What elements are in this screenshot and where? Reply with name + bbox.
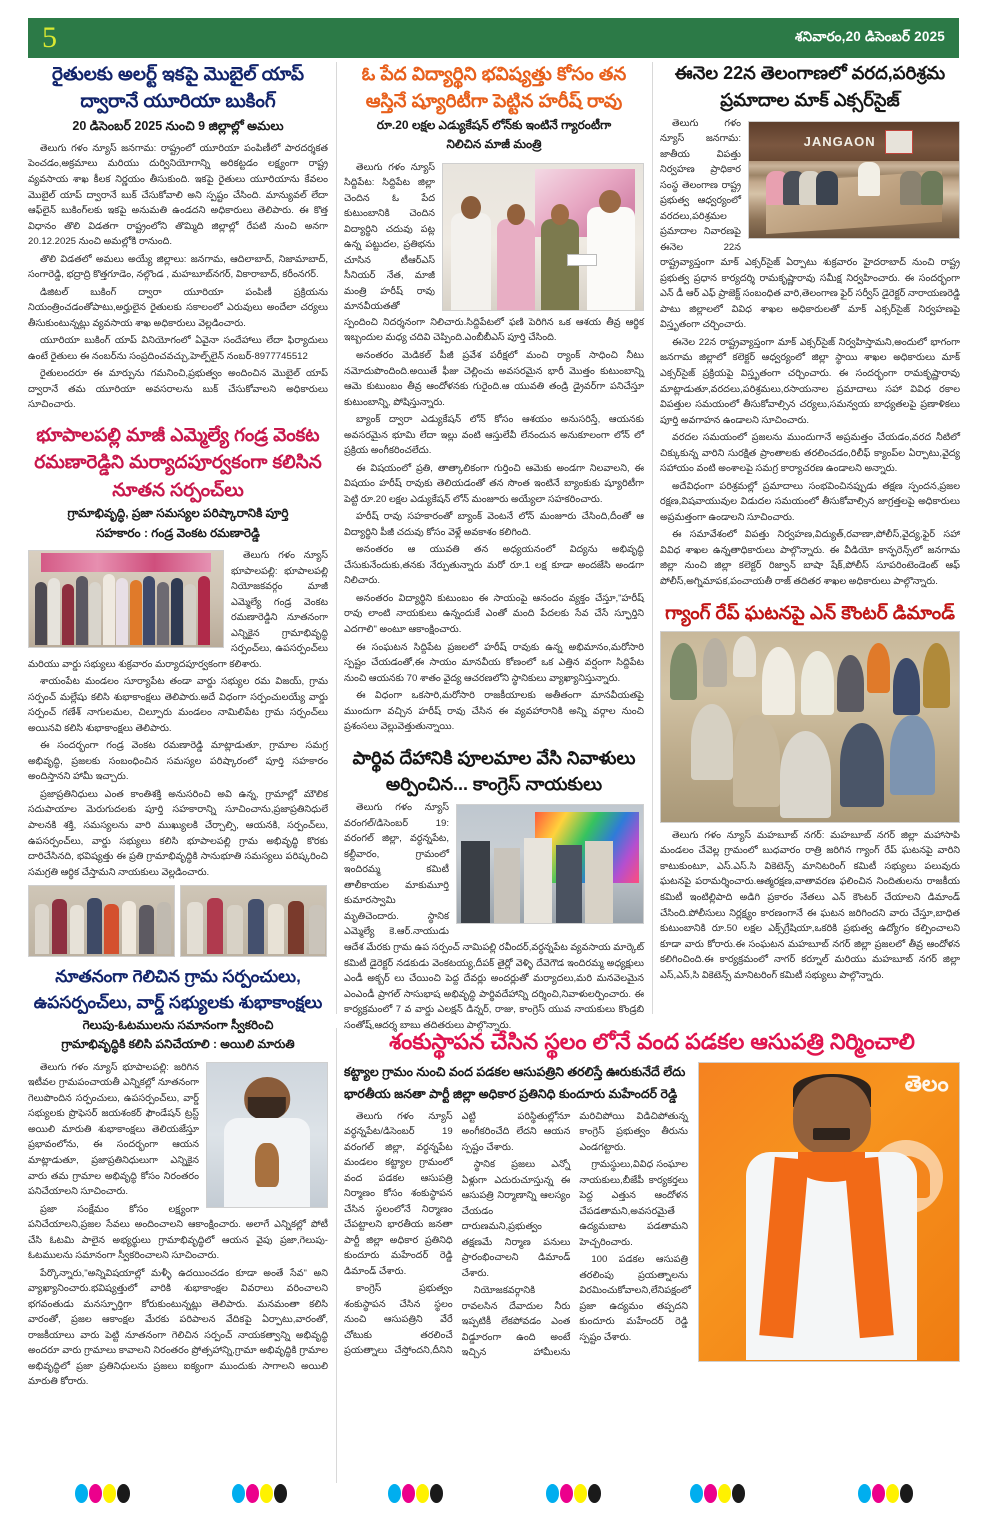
person	[762, 647, 795, 715]
subhead-urea: 20 డిసెంబర్ 2025 నుంచి 9 జిల్లాల్లో అమలు	[72, 118, 284, 133]
yellow-dot-icon	[718, 1484, 731, 1503]
person	[171, 578, 183, 645]
subhead-harish-line1: రూ.20 లక్షల ఎడ్యుకేషన్ లోన్‌కు ఇంటినే గ్యారంటీగా	[376, 117, 612, 132]
person-man-white-shirt	[451, 213, 491, 309]
column-rule-1	[336, 62, 337, 1014]
paragraph: తెలుగు గళం న్యూస్ జనగామ: రాష్ట్రంలో యూరియా పంపిణీలో పారదర్శకత పెంచడం,అక్రమాలు మరియు దుర్వినియోగాన్ని అరికట్టడం లక్ష్యంగా రాష్ట్ర వ్యవసాయ శాఖ కీలక నిర్ణయం తీసుకుంది. ఇకపై రైతులు యూరియాను కేవలం మొబైల్ యాప్ ద్వారానే బుక్ చేసుకోవాలి అని స్పష్టం చేసింది. మాన్యువల్ లేదా ఆఫ్‌లైన్ బుకింగ్‌లకు ఇకపై అనుమతి ఉండదని అధికారులు తెలిపారు. ఈ కొత్త విధానం తొలి విడతగా రాష్ట్రంలోని తొమ్మిది జిల్లాల్లో రేపటి నుంచి అనగా 20.12.2025 నుంచి అమల్లోకి రానుంది.	[28, 142, 328, 248]
person-harish-head	[599, 190, 621, 213]
person	[288, 901, 304, 954]
decor-banner	[41, 553, 212, 572]
paragraph: శాయంపేట మండలం సూర్యాపేట తండా వార్డు సభ్యుల రమ విజయ్, గ్రామ సర్పంచ్ మల్లేషు కలిసి శుభాకాంక్షలు తెలిపారు.అదే విధంగా సర్పంచులయ్యే వార్డు సర్పంచ్ గణేశ్ నాగులమల, చిల్పూరు మండలం నామిలిపేట గ్రామ సర్పంచ్‌లు అయినవి కలిసి శుభాకాంక్షలు తెలిపారు.	[28, 676, 328, 734]
person	[157, 902, 172, 954]
paragraph: తెలుగు గళం న్యూస్ సిద్దిపేట: సిద్దిపేట జిల్లా చెందిన ఓ పేద కుటుంబానికి చెందిన విద్యార్థిని చదువు పట్ల ఉన్న పట్టుదల, ప్రతిభను చూసిన టీఆర్ఎస్ సీనియర్ నేత, మాజీ మంత్రి హరీష్ రావు మానవీయతతో స్పందించి నిదర్శనంగా నిలిచారు.సిద్దిపేటలో ఫణి పెరిగిన ఒక ఆశయ తీవ్ర ఆర్థిక ఇబ్బందుల మధ్య చదివి చెప్పింది.ఎంబీబీఎస్ పూర్తి చేసింది.	[344, 161, 644, 344]
subhead-harish-line2: నిలిచిన మాజీ మంత్రి	[446, 137, 542, 152]
person	[780, 731, 831, 818]
body-encounter	[660, 828, 960, 983]
person	[116, 578, 128, 645]
person	[556, 845, 582, 923]
person	[52, 899, 67, 954]
person	[867, 643, 891, 692]
person	[89, 582, 101, 645]
headline-mla-line2: రమణారెడ్డిని మర్యాదపూర్వకంగా కలిసిన	[34, 451, 322, 473]
paragraph: అనంతరం విద్యార్థిని కుటుంబం ఈ సాయంపై ఆనందం వ్యక్తం చేస్తూ,"హరీష్ రావు లాంటి నాయకులు ఉన్నందుకే ఎంతో మంది పేదలకు సేవ చేసే స్ఫూర్తిని ఎదగాలి" అంటూ ఆకాంక్షించారు.	[344, 592, 644, 635]
person	[900, 171, 922, 205]
story-bhupalapally-mla	[28, 423, 328, 957]
headline-wishes-line2: ఉపసర్పంచ్‌లు, వార్డ్ సభ్యులకు శుభాకాంక్షలు	[33, 992, 323, 1012]
paragraph: బ్యాంక్ ద్వారా ఎడ్యుకేషన్ లోన్ కోసం ఆశయం అనుసరిస్తే, ఆయనకు అవసరమైన భూమి లేదా ఇల్లు వంటి ఆస్తులేవీ లేనందున అనుకూలంగా లోన్ లో ప్రక్రియ అంగీకరించలేదు.	[344, 414, 644, 457]
paragraph: తెలుగు గళం న్యూస్ మహబూబ్ నగర్: మహబూబ్ నగర్ జిల్లా మహాసాపి మండలం చేవెల్ల గ్రామంలో బుధవారం రాత్రి జరిగిన గ్యాంగ్ రేప్ ఘటనపై వారిని కాటుకుంటూ, ఎస్.ఎస్.సి వికెటెన్స్ మానిటరింగ్ కమిటీ సభ్యులు పలువురు ఘటనపై పరామర్శించారు.ఆత్మరక్షణ,వాతావరణ ఫలించిన నిందితులను రాజకీయ కమిటీ ఇంటిల్లిపాది అడిగి ప్రకారం నేతలు ఎన్ కౌంటర్ చేయాలని డిమాండ్ చేసింది.పోలీసులు నిర్లక్ష్యం కారణంగానే ఈ ఘటన జరిగిందని వారు చేస్తూ,బాధిత కుటుంబానికి రూ.50 లక్షల ఎక్స్‌గ్రేషియా,ఒకరికి ప్రభుత్వ ఉద్యోగం కల్పించాలని కూడా వారు కోరారు.ఈ సంఘటన మహబూబ్ నగర్ జిల్లా ప్రజలలో తీవ్ర ఆందోళన కలిగించింది.ఈ కార్యక్రమంలో నాగర్ కర్నూల్ మరియు మహబూబ్ నగర్ జిల్లా ఎస్,ఎస్,సి వికెటెన్స్ మానిటరింగ్ కమిటీ సభ్యులు పాల్గొన్నారు.	[660, 829, 960, 981]
person	[184, 584, 196, 645]
person	[35, 904, 50, 954]
person	[139, 905, 154, 954]
person	[122, 901, 137, 954]
paragraph: తెలుగు గళం న్యూస్ జనగామ: జాతీయ విపత్తు నిర్వహణ ప్రాధికార సంస్థ తెలంగాణ రాష్ట్ర ప్రభుత్వ ఆధ్వర్యంలో వరదలు,పరిశ్రమల ప్రమాదాల నివారణపై ఈనెల 22న రాష్ట్రవ్యాప్తంగా మాక్ ఎక్సర్‌సైజ్ ఏర్పాటు శుక్రవారం హైదరాబాద్ నుంచి రాష్ట్ర ప్రభుత్వ ప్రధాన కార్యదర్శి రామకృష్ణారావు సమీక్ష నిర్వహించారు. ఈ సందర్భంగా ఎన్ డీ ఆర్ ఎఫ్ ప్రాజెక్ట్ సంబంధిత వారి,తెలంగాణ ఫైర్ సర్వీస్ డైరెక్టర్ నారాయణరెడ్డి పాటు జిల్లాలలో వివిధ శాఖల అధికారులతో మాక్ ఎక్సర్‌సైజ్ నిర్వహణపై విస్తృతంగా చర్చించారు.	[660, 117, 960, 331]
body-feature	[344, 1109, 691, 1362]
person	[309, 905, 325, 954]
person-woman-pink-saree	[497, 219, 535, 310]
person	[670, 643, 697, 700]
page-number: 5	[42, 21, 57, 54]
person	[248, 899, 264, 954]
person-woman-head	[507, 204, 525, 224]
cmyk-group	[858, 1484, 913, 1503]
photo-sarpanch-group-meeting	[28, 550, 224, 648]
person	[207, 898, 223, 954]
magenta-dot-icon	[704, 1484, 717, 1503]
cyan-dot-icon	[690, 1484, 703, 1503]
headline-wishes-line1: నూతనంగా గెలిచిన గ్రామ సర్పంచులు,	[55, 967, 301, 987]
body-urea	[28, 141, 328, 413]
yellow-dot-icon	[886, 1484, 899, 1503]
magenta-dot-icon	[89, 1484, 102, 1503]
cmyk-group	[388, 1484, 443, 1503]
cmyk-group	[75, 1484, 130, 1503]
black-dot-icon	[117, 1484, 130, 1503]
feature-hospital-story	[344, 1028, 960, 1367]
paragraph: తెలుగు గళం న్యూస్ భూపాలపల్లి: భూపాలపల్లి నియోజకవర్గం మాజీ ఎమ్మెల్యే గండ్ర వెంకట రమణారెడ్డిని నూతనంగా ఎన్నికైన గ్రామాభివృద్ధి సర్పంచ్‌లు, ఉపసర్పంచ్‌లు మరియు వార్డు సభ్యులు శుక్రవారం మర్యాదపూర్వకంగా కలిశారు.	[28, 549, 328, 670]
paragraph: కాంగ్రెస్ ప్రభుత్వం శంకుస్థాపన చేసిన స్థలం నుంచి ఆసుపత్రిని వేరే చోటుకు తరలించే ప్రయత్నాలు చేస్తోందని,దీనిని ఎట్టి పరిస్థితుల్లోనూ అంగీకరించేది లేదని ఆయన స్పష్టం చేశారు.	[344, 1110, 571, 1357]
jangaon-sign-text: JANGAON	[803, 134, 876, 150]
paragraph: ప్రజాప్రతినిధులు ఎంత కాంతిశక్తి అనుసరించి అవి ఉన్న, గ్రామాల్లో మౌలిక సదుపాయాల మెరుగుదలకు పూర్తి సహకారాన్ని సూచించాను,ప్రజాప్రతినిధులే పాలనకి శక్తి, సమస్యలను వారి ముఖ్యులకి చేర్చాల్సి, ఆయనకి, సర్పంచ్‌లు, ఉపసర్పంచ్‌లు, వార్డు సభ్యులు కలిసి భూపాలపల్లి గ్రామ అభివృద్ధి కొరకు దారిచేసినది, భవిష్యత్తు ఈ ప్రతి గ్రామాభివృద్ధికి సానుభూతి సమస్యలు పరిష్కరించి సమగ్రతి ఆర్ధిక చేస్తామని నాయకులు వెల్లడించారు.	[28, 788, 328, 878]
person	[143, 576, 155, 645]
masthead-date: శనివారం,20 డిసెంబర్ 2025	[794, 28, 945, 44]
person-man-head	[461, 196, 481, 219]
headline-tribute-line2: అర్పించిన... కాంగ్రెస్ నాయకులు	[385, 774, 603, 795]
magenta-dot-icon	[560, 1484, 573, 1503]
person	[62, 584, 74, 645]
masthead-bar	[28, 18, 959, 58]
paragraph: రైతులందరూ ఈ మార్పును గమనించి,ప్రభుత్వం అందించిన మొబైల్ యాప్ ద్వారానే తమ యూరియా అవసరాలను బుక్ చేసుకోవాలని అధికారులు సూచించారు.	[28, 368, 328, 411]
paragraph: అదేవిధంగా పరిశ్రమల్లో ప్రమాదాలు సంభవించినప్పుడు తక్షణ స్పందన,ప్రజల రక్షణ,విషవాయువుల విడుదల సమయంలో తీసుకోవాల్సిన జాగ్రత్తలపై అధికారులు అప్రమత్తంగా ఉండాలని సూచించారు.	[660, 480, 960, 523]
black-dot-icon	[588, 1484, 601, 1503]
paragraph: ప్రజా సంక్షేమం కోసం లక్ష్యంగా పనిచేయాలని,ప్రజల సేవలు అందించాలని ఆకాంక్షించారు. అలాగే ఎన్నికల్లో పోటీ చేసి ఓటమి పాలైన అభ్యర్థులు గ్రామాభివృద్ధిలో ఆయన వైపు ప్రజా,గెలుపు-ఓటములను సమానంగా స్వీకరించాలని సూచించారు.	[28, 1203, 328, 1262]
headline-mock-line1: ఈనెల 22న తెలంగాణలో వరద,పరిశ్రమ	[674, 63, 946, 83]
paragraph: అనంతరం ఆ యువతి తన అధ్యయనంలో విద్యను అభివృద్ధి చేసుకునేందుకు,తనకు నేర్పుతున్నారు మరో రూ.1 లక్ష కూడా అందజేసి అండగా నిలిచారు.	[344, 544, 644, 587]
headline-mock-line2: ప్రమాదాల మాక్ ఎక్సర్‌సైజ్	[720, 89, 900, 110]
person-namaste-hands	[255, 1143, 279, 1186]
person	[816, 171, 838, 205]
headline-harish-line2: ఆస్తినే ష్యూరిటీగా పెట్టిన హరీష్ రావు	[365, 90, 623, 112]
cmyk-group	[690, 1484, 745, 1503]
paragraph: ఈ సందర్భంగా గండ్ర వెంకట రమణారెడ్డి మాట్లాడుతూ, గ్రామాల సమగ్ర అభివృద్ధి, ప్రజలకు సంబంధించిన సమస్యల పరిష్కారంలో పూర్తి సహకారం అందిస్తానని హామీ ఇచ్చారు.	[28, 740, 328, 783]
person	[268, 904, 284, 954]
person	[130, 580, 142, 645]
black-dot-icon	[430, 1484, 443, 1503]
headline-mla-line1: భూపాలపల్లి మాజీ ఎమ్మెల్యే గండ్ర వెంకట	[36, 423, 320, 445]
yellow-dot-icon	[416, 1484, 429, 1503]
story-gangrape-encounter-demand	[660, 601, 960, 983]
story-urea-app	[28, 62, 328, 413]
cmyk-group	[546, 1484, 601, 1503]
person	[733, 636, 757, 678]
telangana-banner-text: తెలం	[904, 1071, 949, 1097]
magenta-dot-icon	[246, 1484, 259, 1503]
person	[923, 643, 950, 708]
person	[524, 838, 552, 923]
cyan-dot-icon	[858, 1484, 871, 1503]
paragraph: ఈనెల 22న రాష్ట్రవ్యాప్తంగా మాక్ ఎక్సర్‌సైజ్ నిర్వహిస్తామని,అందులో భాగంగా జనగామ జిల్లాలో కలెక్టర్ ఆధ్వర్యంలో జిల్లా స్థాయి శాఖల అధికారులు మాక్ ఎక్సర్‌సైజ్ ప్రక్రియపై విస్తృతంగా చర్చించారు. ఈ సందర్భంగా రామకృష్ణారావు మాట్లాడుతూ,వరదలు,పరిశ్రమలు,రసాయనాల ప్రమాదాలు సహా వివిధ రకాల విపత్తుల సమయంలో తీసుకోవాల్సిన చర్యలు,సమన్వయ బాధ్యతలపై ప్రణాళికలు పూర్తి అవగాహన ఉండాలని సూచించారు.	[660, 336, 960, 426]
paragraph: తెలుగు గళం న్యూస్ వర్ధన్నపేట/డిసెంబర్ 19 వరంగల్ జిల్లా, వర్ధన్నపేట మండలం కట్ట్యాల గ్రామంలో వంద పడకల ఆసుపత్రి నిర్మాణం కోసం శంకుస్థాపన చేసిన స్థలంలోనే నిర్మాణం చేపట్టాలని భారతీయ జనతా పార్టీ జిల్లా అధికార ప్రతినిధి కుందూరు మహేందర్ రెడ్డి డిమాండ్ చేశారు.	[344, 1110, 453, 1277]
magenta-dot-icon	[402, 1484, 415, 1503]
paragraph: 100 పడకల ఆసుపత్రి తరలింపు ప్రయత్నాలను విరమించుకోవాలని,లేనిపక్షంలో ప్రజా ఉద్యమం తప్పదని కుందూరు మహేందర్ రెడ్డి స్పష్టం చేశారు.	[579, 1254, 691, 1343]
photo-ayili-maruthi-portrait	[206, 1062, 328, 1208]
photo-felicitation-left	[28, 885, 175, 957]
magenta-dot-icon	[872, 1484, 885, 1503]
headline-mla-line3: నూతన సర్పంచ్‌లు	[112, 478, 244, 500]
paragraph: తెలుగు గళం న్యూస్ భూపాలపల్లి: జరిగిన ఇటీవల గ్రామపంచాయతీ ఎన్నికల్లో నూతనంగా గెలుపొందిన సర్పంచులు, ఉపసర్పంచ్‌లు, వార్డ్ సభ్యులకు ప్రొఫెసర్ జయశంకర్ ఫౌండేషన్ ట్రస్ట్ అయిలి మారుతి శుభాకాంక్షలు తెలియజేస్తూ ప్రభావంలోను, ఈ సందర్భంగా ఆయన మాట్లాడుతూ, ప్రజాప్రతినిధులుగా ఎన్నికైన వారు తమ గ్రామాల అభివృద్ధి కోసం నిరంతరం పనిచేయాలని సూచించారు.	[28, 1061, 199, 1198]
person	[70, 905, 85, 954]
paragraph: అనంతరం మెడికల్ పీజీ ప్రవేశ పరీక్షలో మంచి ర్యాంక్ సాధించి నీటు నమోదుపొందింది.అయితే ఫీజు చెల్లించు అవసరమైన భారీ మొత్తం కుటుంబాన్ని ఆమె కుటుంబం తీవ్ర ఆందోళనకు గురైంది.ఆ యువతి తండ్రి డ్రైవర్‌గా పనిచేస్తూ కుటుంబాన్ని, పోషిస్తున్నారు.	[344, 349, 644, 408]
person	[840, 723, 885, 807]
paragraph: యూరియా బుకింగ్ యాప్ వినియోగంలో ఏవైనా సందేహాలు లేదా ఫిర్యాదులు ఉంటే రైతులు ఈ నంబర్‌ను సంప్రదించవచ్చు,హెల్ప్‌లైన్ నంబర్-8977745512	[28, 335, 328, 362]
story-new-sarpanch-wishes	[28, 966, 328, 1390]
headline-encounter: గ్యాంగ్ రేప్ ఘటనపై ఎన్ కౌంటర్ డిమాండ్	[665, 602, 955, 624]
paragraph: స్థానిక ప్రజలు ఎన్నో ఏళ్లుగా ఎదురుచూస్తున్న ఈ ఆసుపత్రి నిర్మాణాన్ని ఆలస్యం చేయడం దారుణమని,ప్రభుత్వం తక్షణమే నిర్మాణ పనులు ప్రారంభించాలని డిమాండ్ చేశారు.	[461, 1159, 571, 1279]
person	[691, 704, 733, 780]
photo-cheque-handover	[442, 163, 644, 311]
district-logo-icon	[885, 130, 913, 154]
person	[893, 658, 920, 715]
person	[35, 582, 47, 645]
person	[76, 576, 88, 645]
paragraph: పేర్కొన్నారు,"అన్నివిషయాల్లో మళ్ళీ ఉదయించడం కూడా అంతే సేవ" అని వ్యాఖ్యానించారు.భవిష్యత్తులో వారికి శుభాకాంక్షల వివరాలు వరించాలని భగవంతుడు మనస్ఫూర్తిగా కోరుకుంటున్నట్లు తెలిపారు. మనమంతా కలిసి వారంతో, ప్రజల ఆకాంక్షల మేరకు పరిపాలన వేదికపై ఏర్పాటు,వారంతో, రాజకీయాలు వారు పెట్టి నూతనంగా గెలిచిన సర్పంచ్ నాయకత్వాన్ని అభివృద్ధి అందరూ వారు గ్రామాలు కావాలని నిరంతరం ప్రోత్సహాన్ని,గ్రామా అభివృద్ధికి గ్రామాల అభివృద్ధిలో ప్రజా ప్రతినిధులను ప్రజలు ఐక్యంగా ముందుకు సాగాలని అయిలి మారుతి కోరారు.	[28, 1267, 328, 1388]
photo-felicitation-right	[180, 885, 327, 957]
column-left	[28, 62, 328, 1392]
subhead-mla-line2: సహకారం : గండ్ర వెంకట రమణారెడ్డి	[96, 525, 260, 540]
person	[103, 574, 115, 645]
person	[494, 848, 520, 924]
story-congress-tribute	[344, 747, 644, 1033]
subhead-wishes-line2: గ్రామాభివృద్ధికి కలిసి పనిచేయాలి : అయిలి మారుతి	[61, 1037, 295, 1052]
paragraph: వరదల సమయంలో ప్రజలను ముందుగానే అప్రమత్తం చేయడం,వరద నీటిలో చిక్కుకున్న వారిని సురక్షిత ప్రాంతాలకు తరలించడం,రిలీఫ్ క్యాంప్‌ల ఏర్పాటు,వైద్య సహాయం వంటి అంశాలపై సమగ్ర కార్యాచరణ ఉండాలని అన్నారు.	[660, 432, 960, 475]
paragraph: ఈ విధంగా ఒకసారి,మరోసారి రాజకీయాలకు అతీతంగా మానవీయతపై ముందుగా వచ్చిన హరీష్ రావు చేసిన ఈ వ్యవహారానికి అన్ని వర్గాల నుంచి ప్రశంసలు వెల్లువెత్తుతున్నాయి.	[344, 690, 644, 733]
headline-harish-line1: ఓ పేద విద్యార్థిని భవిష్యత్తు కోసం తన	[361, 63, 627, 84]
paragraph: ఈ సమావేశంలో విపత్తు నిర్వహణ,విద్యుత్,రవాణా,పోలీస్,వైద్య,ఫైర్ సహా వివిధ శాఖల ఉన్నతాధికారులు పాల్గొన్నారు. ఈ వీడియో కాన్ఫరెన్స్‌లో జనగామ జిల్లా నుంచి జిల్లా కలెక్టర్ రిజ్వాన్ బాషా షేక్,పోలీస్ సూపరింటెండెంట్ ఆఫ్ పోలీస్,అగ్నిమాపక,పంచాయతీ రాజ్ తదితర శాఖల అధికారులు పాల్గొన్నారు.	[660, 529, 960, 587]
paragraph: ఈ విషయంలో ప్రతి, తాత్కాలికంగా గుర్తించి ఆమెకు అండగా నిలవాలని, ఈ విషయం హరీష్ రావుకు తెలియడంతో తన సొంత ఇంటినే బ్యాంకుకు ష్యూరిటీగా పెట్టి రూ.20 లక్షల ఎడ్యుకేషన్ లోన్ మంజూరు అయ్యేలా సహకరించారు.	[344, 462, 644, 505]
person	[198, 576, 210, 645]
cmyk-group	[232, 1484, 287, 1503]
cyan-dot-icon	[75, 1484, 88, 1503]
paragraph: నియోజకవర్గానికి రావలసిన దేవాదుల నీరు ఇప్పటికీ లేకపోవడం ఎంత విడ్డూరంగా ఉంది అంటే ఇచ్చిన హామీలను మరిచిపోయి విడిచిపోతున్న కాంగ్రెస్ ప్రభుత్వం తీరును ఎండగట్టారు.	[461, 1110, 688, 1359]
person	[157, 582, 169, 645]
yellow-dot-icon	[260, 1484, 273, 1503]
column-rule-2	[652, 62, 653, 1014]
person	[837, 655, 864, 712]
person	[858, 162, 880, 196]
paragraph: తెలుగు గళం న్యూస్ వరంగల్/డిసెంబర్ 19: వరంగల్ జిల్లా, వర్ధన్నపేట, కల్దీవారం, గ్రామంలో ఇందిరమ్మ కమిటీ తాలీకాయల మాకుమూర్తి కుమారస్వామి మృతిచెందారు. స్థానిక ఎమ్మెల్యే కె.ఆర్.నాయుడు ఆదేశ మేరకు గ్రామ ఉప సర్పంచ్ నామిపల్లి రవీందర్,వర్ధన్నపేట వ్యవసాయ మార్కెట్ కమిటీ డైరెక్టర్ నడకుడు వెంకటయ్య,దీపక్ తైర్లో వెళ్ళి దేవెగౌడ ఇందిరమ్మ అధ్యక్షులు ఎండీ అక్బర్ లు చేయించి పెద్ద దేవర్లు అందర్లుతో మర్యాదలు,మరి మనవెలమైన ఎంఎండీ ప్రాగల్ సాసుభాష అభివృద్ధి పార్థివదేహాన్ని దర్శించి,నివాళులర్పించారు. ఈ కార్యక్రమంలో 7 వ వార్డు ఎలక్షన్ డిన్నర్, రాజు, కాంగ్రెస్ యువ నాయకులు కొండ్రబి సంతోష్,ఆదర్శ బాబు తదితరులు పాల్గొన్నారు.	[344, 802, 644, 1031]
story-harish-rao-loan	[344, 62, 644, 735]
cyan-dot-icon	[546, 1484, 559, 1503]
person-head	[793, 1077, 871, 1154]
black-dot-icon	[732, 1484, 745, 1503]
cheque-paper	[567, 254, 597, 266]
cmyk-registration-marks	[0, 1482, 987, 1508]
story-mock-exercise	[660, 62, 960, 589]
paragraph: ఈ సంఘటన సిద్దిపేట ప్రజలలో హరీష్ రావుకు ఉన్న అభిమానం,మరోసారి స్పష్టం చేయడంతో,ఈ సాయం మానవీయ కోణంలో ఒక ఎత్తిన వర్షంగా సిద్దిపేట నుంచి ఆయనకు 70 శాతం వైద్య ఆచరణలోని స్థానికులు వ్యాఖ్యానిస్తున్నారు.	[344, 641, 644, 684]
person	[48, 578, 60, 645]
column-right	[660, 62, 960, 985]
person	[461, 841, 491, 924]
person	[104, 904, 119, 954]
yellow-dot-icon	[574, 1484, 587, 1503]
black-dot-icon	[274, 1484, 287, 1503]
person-student-head	[551, 204, 569, 224]
feature-headline: శంకుస్థాపన చేసిన స్థలం లోనే వంద పడకల ఆసుపత్రి నిర్మించాలి	[389, 1029, 915, 1054]
paragraph: తొలి విడతలో అమలు అయ్యే జిల్లాలు: జనగామ, ఆదిలాబాద్, నిజామాబాద్, సంగారెడ్డి, భద్రాద్రి కొత్తగూడెం, నల్గొండ , మహబూబ్‌నగర్, వికారాబాద్, కరీంనగర్.	[28, 253, 328, 281]
person	[703, 638, 727, 687]
cyan-dot-icon	[388, 1484, 401, 1503]
paragraph: హరీష్ రావు సహకారంతో బ్యాంక్ వెంటనే లోన్ మంజూరు చేసింది,దీంతో ఆ విద్యార్థిని పీజీ చదువు కోసం వెళ్లే అవకాశం కలిగింది.	[344, 511, 644, 538]
person	[921, 171, 943, 205]
person	[585, 841, 613, 924]
person	[801, 651, 834, 716]
person-moustache	[813, 1128, 849, 1140]
feature-subhead-line2: భారతీయ జనతా పార్టీ జిల్లా అధికార ప్రతినిధి కుందూరు మహేందర్ రెడ్డి	[344, 1086, 678, 1101]
paragraph: గ్రామస్థులు,వివిధ సంఘాల నాయకులు,బీజేపీ కార్యకర్తలు పెద్ద ఎత్తున ఆందోళన చేపడతామని,అవసరమైతే ఉద్యమబాట పడతామని హెచ్చరించారు.	[579, 1159, 688, 1248]
subhead-wishes-line1: గెలుపు-ఓటములను సమానంగా స్వీకరించి	[82, 1018, 274, 1032]
photo-bjp-leader-mahender-reddy	[698, 1062, 960, 1362]
person	[187, 902, 203, 954]
subhead-mla-line1: గ్రామాభివృద్ధి, ప్రజా సమస్యల పరిష్కారానికి పూర్తి	[67, 506, 289, 521]
headline-urea-line1: రైతులకు అలర్ట్ ఇకపై మొబైల్ యాప్	[51, 63, 305, 84]
person	[227, 905, 243, 954]
column-middle	[344, 62, 644, 1035]
photo-strip-felicitation	[28, 885, 328, 957]
yellow-dot-icon	[103, 1484, 116, 1503]
column-rule-3	[336, 1028, 337, 1483]
photo-congress-tribute	[456, 804, 644, 924]
person	[733, 715, 781, 806]
black-dot-icon	[900, 1484, 913, 1503]
cyan-dot-icon	[232, 1484, 245, 1503]
photo-village-meeting	[660, 631, 960, 823]
feature-subhead-line1: కట్ట్యాల గ్రామం నుంచి వంద పడకల ఆసుపత్రిని తరలిస్తే ఊరుకునేదే లేదు	[344, 1064, 686, 1079]
headline-urea-line2: ద్వారానే యూరియా బుకింగ్	[80, 90, 276, 112]
person	[890, 715, 935, 795]
paragraph: డిజిటల్ బుకింగ్ ద్వారా యూరియా పంపిణీ ప్రక్రియను నియంత్రించడంతోపాటు,అర్హులైన రైతులకు సకాలంలో ఎరువులు అందేలా చర్యలు తీసుకుంటున్నట్లు వ్యవసాయ శాఖ అధికారులు వెల్లడించారు.	[28, 286, 328, 329]
photo-jangaon-conference-room	[748, 121, 960, 239]
headline-tribute-line1: పార్థివ దేహానికి పూలమాల వేసి నివాళులు	[352, 747, 636, 768]
person	[87, 898, 102, 954]
